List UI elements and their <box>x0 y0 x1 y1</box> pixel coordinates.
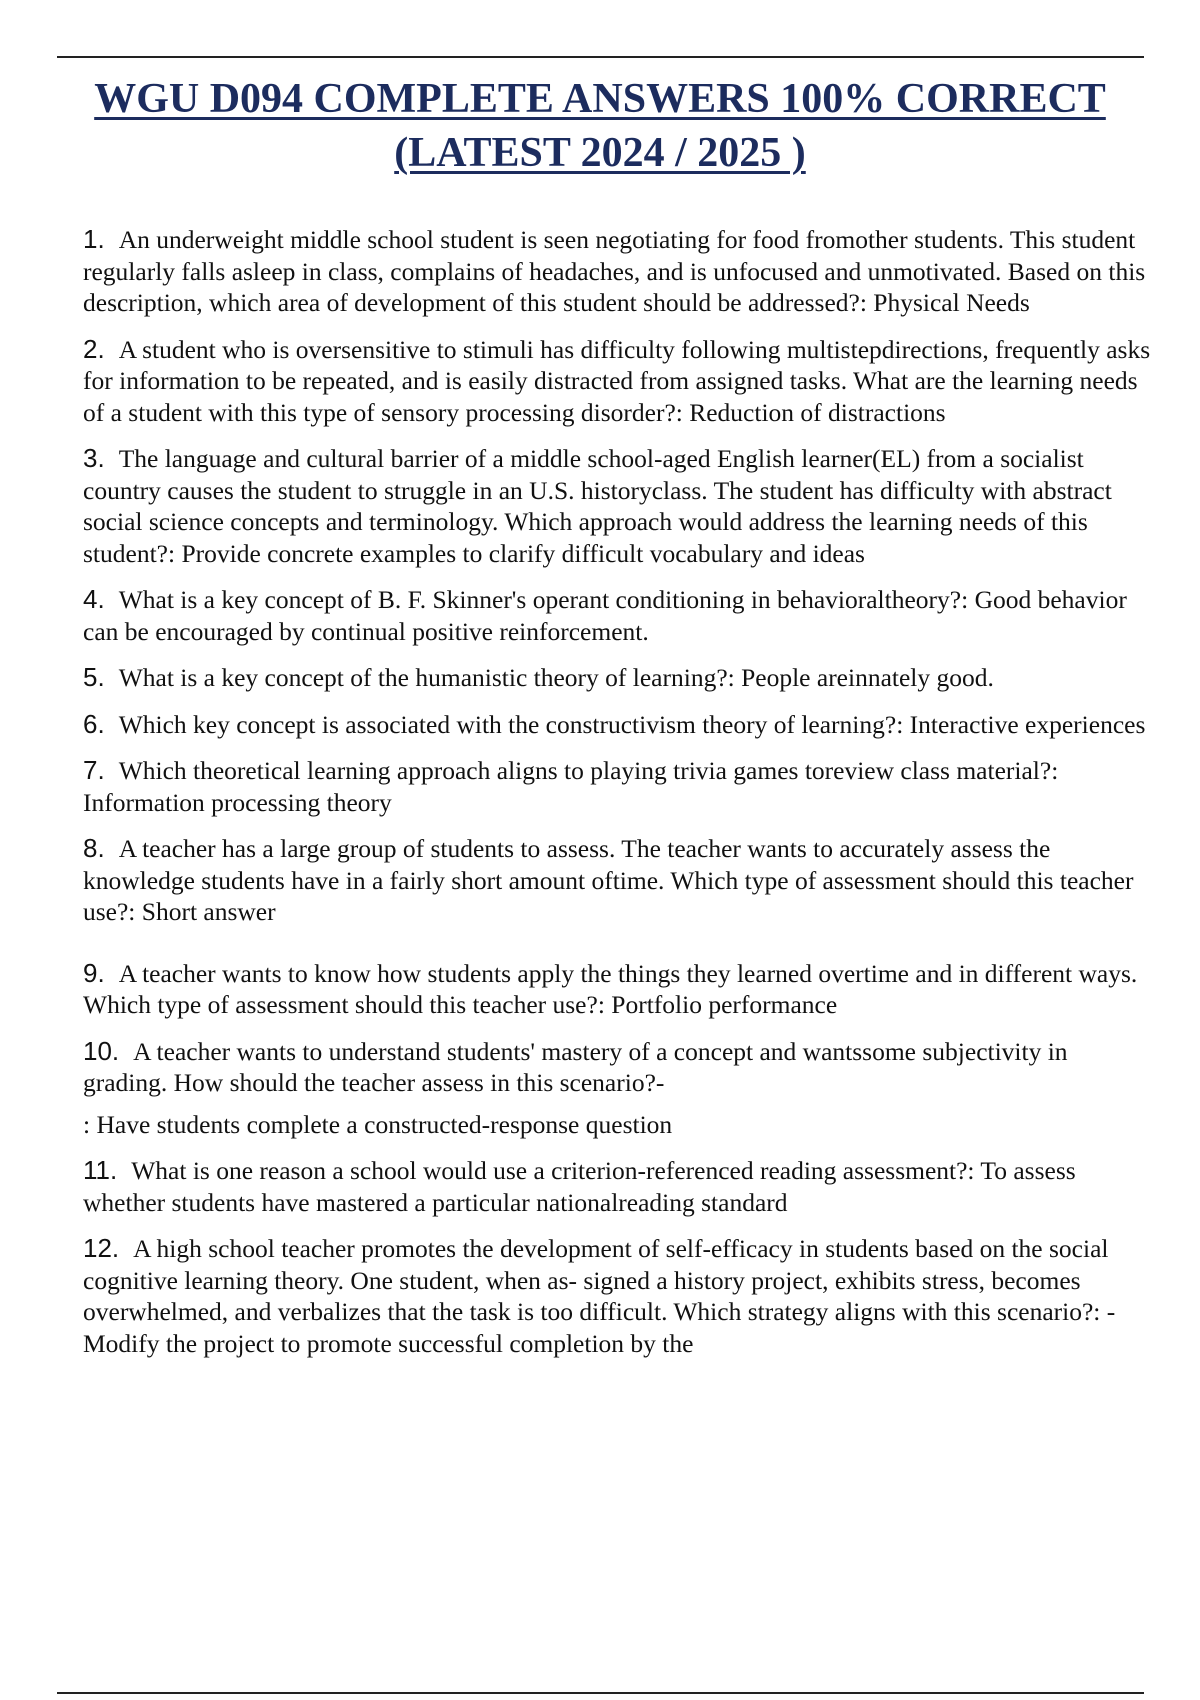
top-rule <box>57 56 1144 58</box>
question-number: 9. <box>83 957 105 988</box>
question-number: 12. <box>83 1233 120 1263</box>
question-item <box>83 334 1155 429</box>
question-text: A teacher has a large group of students to assess. The teacher wants to accurately assess the knowledge students have in a fairly short amount oftime. Which type of assessment should this teacher use?: Short answer <box>83 834 1134 926</box>
question-item <box>83 1233 1155 1359</box>
question-number: 10. <box>83 1035 120 1066</box>
question-text: What is a key concept of B. F. Skinner's operant conditioning in behavioraltheory?: Good behavior can be encouraged by continual positive reinforcement. <box>83 585 1127 646</box>
question-item <box>83 443 1155 569</box>
question-number: 6. <box>83 708 105 739</box>
question-text: What is a key concept of the humanistic theory of learning?: People areinnately good. <box>118 663 994 692</box>
question-text: A teacher wants to know how students apply the things they learned overtime and in different ways. Which type of assessment should this teacher use?: Portfolio performance <box>83 958 1138 1019</box>
question-item <box>83 662 1155 694</box>
question-text: Which theoretical learning approach aligns to playing trivia games toreview class material?: Information processing theory <box>83 756 1059 817</box>
question-item <box>83 584 1155 647</box>
question-text: An underweight middle school student is seen negotiating for food fromother students. This student regularly falls asleep in class, complains of headaches, and is unfocused and unmotivated. Based on this description, which area of development of this student should be addressed?: Physical Needs <box>83 225 1146 317</box>
bottom-rule <box>57 1692 1144 1694</box>
question-number: 7. <box>83 755 105 785</box>
question-list <box>83 224 1155 1374</box>
question-number: 11. <box>83 1155 118 1185</box>
document-title <box>60 72 1140 180</box>
question-number: 3. <box>83 443 105 473</box>
title-line-2: (LATEST 2024 / 2025 ) <box>394 130 806 176</box>
question-item <box>83 755 1155 818</box>
question-number: 1. <box>83 224 105 254</box>
question-number: 5. <box>83 662 105 692</box>
question-text: A student who is oversensitive to stimuli has difficulty following multistepdirections, frequently asks for information to be repeated, and is easily distracted from assigned tasks. What are the learning needs of a student with this type of sensory processing disorder?: Reduction of distractions <box>83 334 1151 427</box>
question-text: The language and cultural barrier of a middle school-aged English learner(EL) from a socialist country causes the student to struggle in an U.S. historyclass. The student has difficulty with abstract social science concepts and terminology. Which approach would address the learning needs of this student?: Provide concrete examples to clarify difficult vocabulary and ideas <box>83 444 1112 568</box>
question-item <box>83 224 1155 319</box>
question-text: A teacher wants to understand students' mastery of a concept and wantssome subjectivity in grading. How should the teacher assess in this scenario?- <box>83 1036 1068 1097</box>
question-text: A high school teacher promotes the development of self-efficacy in students based on the social cognitive learning theory. One student, when as- signed a history project, exhibits stress, becomes overwhelmed, and verbalizes that the task is too difficult. Which strategy aligns with this scenario?: -Modify the project to promote successful completion by the <box>83 1234 1116 1358</box>
question-item <box>83 833 1155 928</box>
question-number: 2. <box>83 333 105 364</box>
question-item <box>83 1036 1155 1099</box>
question-item <box>83 958 1155 1021</box>
question-text: Which key concept is associated with the constructivism theory of learning?: Interactive experiences <box>118 709 1146 739</box>
question-number: 8. <box>83 833 105 863</box>
question-text: What is one reason a school would use a criterion-referenced reading assessment?: To assess whether students have mastered a particular nationalreading standard <box>83 1156 1076 1217</box>
question-number: 4. <box>83 584 105 614</box>
question-item <box>83 709 1155 741</box>
question-10-answer: : Have students complete a constructed-response question <box>83 1109 673 1139</box>
title-line-1: WGU D094 COMPLETE ANSWERS 100% CORRECT <box>94 76 1106 122</box>
question-item <box>83 1155 1155 1218</box>
